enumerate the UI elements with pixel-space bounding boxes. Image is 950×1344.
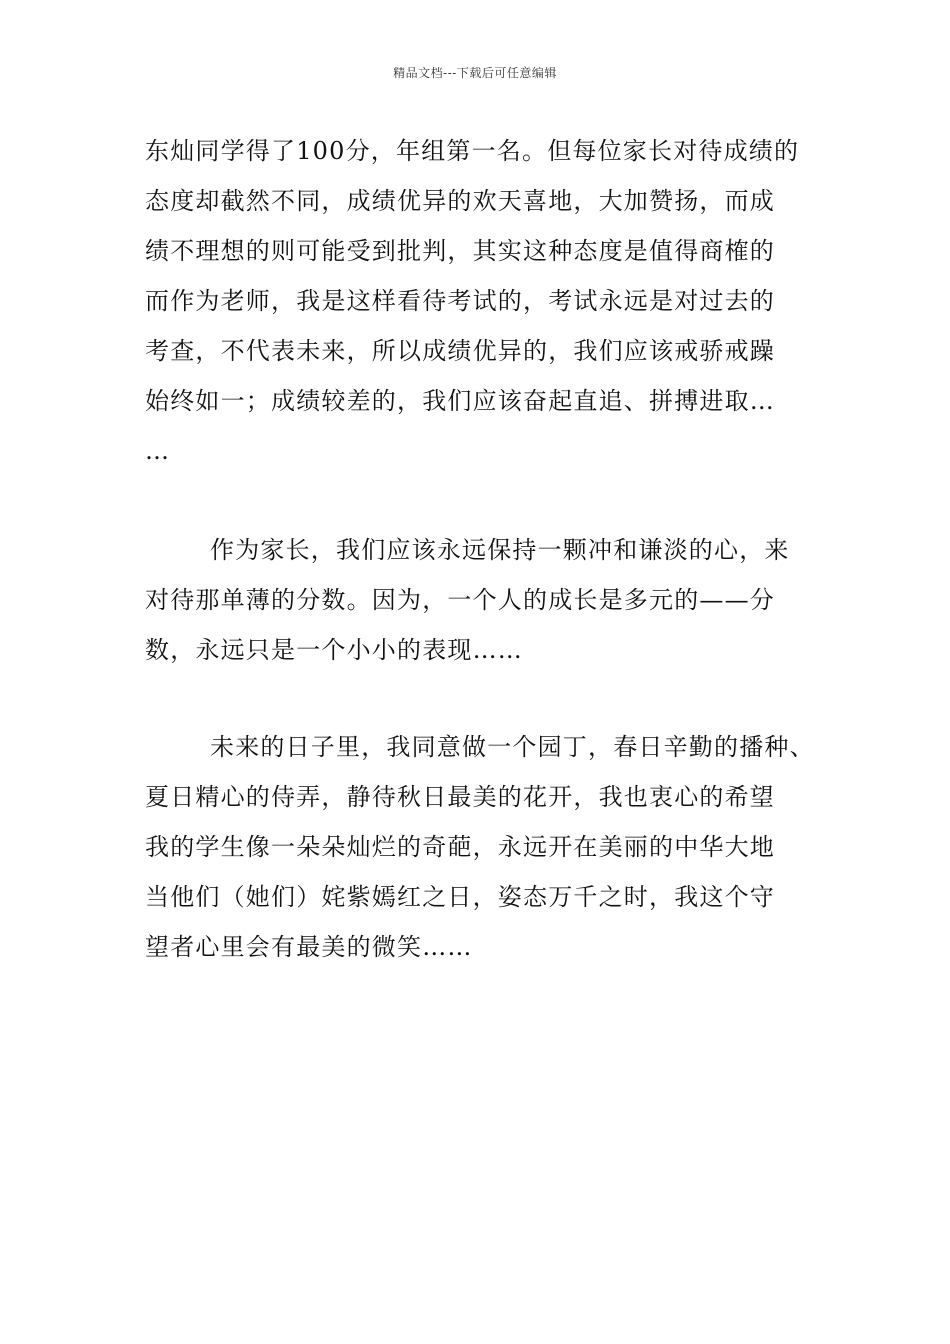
text-line: 考查，不代表未来，所以成绩优异的，我们应该戒骄戒躁 [145, 337, 775, 365]
paragraph-2 [145, 525, 825, 675]
text-line: … [145, 437, 171, 465]
text-line: 夏日精心的侍弄，静待秋日最美的花开，我也衷心的希望 [145, 783, 775, 811]
text-line: 态度却截然不同，成绩优异的欢天喜地，大加赞扬，而成 [145, 187, 775, 215]
text-line: 始终如一；成绩较差的，我们应该奋起直追、拼搏进取… [145, 387, 775, 415]
paragraph-1 [145, 126, 825, 476]
text-line: 当他们（她们）姹紫嫣红之日，姿态万千之时，我这个守 [145, 883, 775, 911]
text-line: 东灿同学得了100分，年组第一名。但每位家长对待成绩的 [145, 137, 800, 165]
text-line: 而作为老师，我是这样看待考试的，考试永远是对过去的 [145, 287, 775, 315]
paragraph-3 [145, 722, 825, 972]
text-line: 望者心里会有最美的微笑…… [145, 933, 473, 961]
text-line: 我的学生像一朵朵灿烂的奇葩，永远开在美丽的中华大地 [145, 833, 775, 861]
text-line: 作为家长，我们应该永远保持一颗冲和谦淡的心，来 [210, 536, 790, 564]
text-line: 绩不理想的则可能受到批判，其实这种态度是值得商榷的 [145, 237, 775, 265]
text-line: 对待那单薄的分数。因为，一个人的成长是多元的——分 [145, 586, 775, 614]
text-line: 数，永远只是一个小小的表现…… [145, 636, 523, 664]
page-header: 精品文档---下载后可任意编辑 [393, 66, 557, 80]
text-line: 未来的日子里，我同意做一个园丁，春日辛勤的播种、 [210, 733, 815, 761]
